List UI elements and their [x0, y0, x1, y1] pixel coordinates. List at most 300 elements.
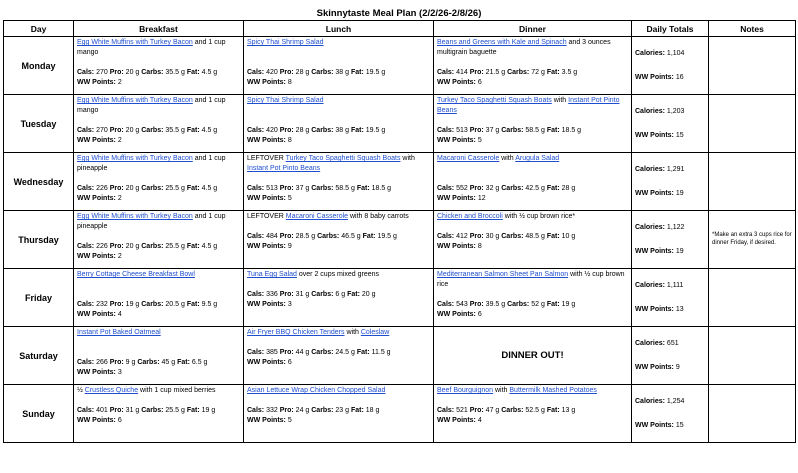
lunch-ww-points: [247, 78, 430, 88]
nutrition-value-pro: 39.5 g: [485, 301, 506, 308]
breakfast-cell: [74, 37, 244, 95]
nutrition-label-pro: Pro:: [279, 127, 294, 134]
nutrition-label-fat: Fat:: [356, 349, 370, 356]
calories-value: 1,291: [666, 165, 685, 173]
nutrition-value-cals: 385: [266, 349, 278, 356]
nutrition-value-pro: 37 g: [295, 185, 310, 192]
nutrition-value-fat: 4.5 g: [201, 127, 218, 134]
dinner-recipe-link[interactable]: Turkey Taco Spaghetti Squash Boats: [437, 97, 552, 104]
nutrition-value-carbs: 20.5 g: [165, 301, 185, 308]
spacer: [437, 222, 628, 232]
breakfast-ww-points: [77, 194, 240, 204]
lunch-cell: [244, 153, 434, 211]
nutrition-label-carbs: Carbs:: [311, 407, 334, 414]
nutrition-label-cals: Cals:: [437, 185, 455, 192]
notes-cell: [709, 385, 796, 443]
lunch-ww-points: [247, 416, 430, 426]
nutrition-label-fat: Fat:: [546, 301, 560, 308]
ww-points-label: WW Points:: [635, 131, 674, 139]
day-label: Friday: [4, 269, 74, 327]
ww-points-label: WW Points:: [437, 311, 476, 318]
dinner-ww-points: [437, 78, 628, 88]
daily-ww-points: [635, 189, 705, 199]
nutrition-value-pro: 20 g: [125, 243, 140, 250]
spacer: [77, 58, 240, 68]
nutrition-value-carbs: 72 g: [531, 69, 545, 76]
nutrition-label-carbs: Carbs:: [311, 349, 334, 356]
spacer: [635, 349, 705, 363]
lunch-side-recipe-link[interactable]: Coleslaw: [360, 329, 390, 336]
dinner-out-label: DINNER OUT!: [434, 327, 632, 385]
nutrition-label-pro: Pro:: [109, 69, 124, 76]
nutrition-value-fat: 4.5 g: [201, 185, 218, 192]
header-day: Day: [4, 21, 74, 37]
nutrition-value-carbs: 52 g: [531, 301, 545, 308]
nutrition-label-pro: Pro:: [279, 291, 294, 298]
dinner-description: [437, 270, 628, 290]
nutrition-label-fat: Fat:: [350, 127, 364, 134]
dinner-cell: [434, 269, 632, 327]
day-label: Tuesday: [4, 95, 74, 153]
spacer: [635, 407, 705, 421]
nutrition-label-cals: Cals:: [247, 127, 265, 134]
breakfast-nutrition: [77, 406, 240, 416]
daily-calories: [635, 223, 705, 233]
nutrition-label-pro: Pro:: [279, 185, 294, 192]
dinner-nutrition: [437, 232, 628, 242]
spacer: [247, 338, 430, 348]
nutrition-value-cals: 414: [456, 69, 468, 76]
table-row: [4, 327, 796, 385]
nutrition-label-fat: Fat:: [350, 407, 364, 414]
ww-points-value: 6: [117, 417, 122, 424]
nutrition-value-carbs: 46.5 g: [341, 233, 361, 240]
lunch-extra: with: [400, 155, 415, 162]
table-row: [4, 211, 796, 269]
ww-points-label: WW Points:: [437, 243, 476, 250]
nutrition-value-pro: 30 g: [485, 233, 500, 240]
breakfast-ww-points: [77, 368, 240, 378]
lunch-recipe-link[interactable]: Air Fryer BBQ Chicken Tenders: [247, 329, 345, 336]
nutrition-label-pro: Pro:: [469, 185, 484, 192]
ww-points-label: WW Points:: [247, 137, 286, 144]
breakfast-description: [77, 328, 240, 338]
nutrition-value-carbs: 24.5 g: [335, 349, 355, 356]
nutrition-label-fat: Fat:: [186, 127, 200, 134]
nutrition-label-pro: Pro:: [109, 127, 124, 134]
nutrition-value-carbs: 25.5 g: [165, 407, 185, 414]
daily-calories: [635, 281, 705, 291]
dinner-nutrition: [437, 184, 628, 194]
breakfast-extra: and 1 cup mango: [77, 97, 226, 114]
nutrition-value-cals: 484: [266, 233, 278, 240]
ww-points-label: WW Points:: [77, 195, 116, 202]
notes-cell: [709, 153, 796, 211]
breakfast-recipe-link[interactable]: Berry Cottage Cheese Breakfast Bowl: [77, 271, 195, 278]
calories-label: Calories:: [635, 339, 665, 347]
ww-points-value: 4: [477, 417, 482, 424]
nutrition-label-pro: Pro:: [469, 301, 484, 308]
lunch-ww-points: [247, 194, 430, 204]
dinner-extra: and 3 ounces multigrain baguette: [437, 39, 611, 56]
nutrition-label-fat: Fat:: [546, 69, 560, 76]
calories-value: 1,203: [666, 107, 685, 115]
nutrition-value-fat: 19 g: [561, 301, 576, 308]
breakfast-description: [77, 386, 240, 396]
daily-ww-points: [635, 305, 705, 315]
nutrition-label-cals: Cals:: [77, 185, 95, 192]
nutrition-label-pro: Pro:: [279, 233, 294, 240]
ww-points-value: 9: [675, 363, 680, 371]
dinner-recipe-link[interactable]: Beans and Greens with Kale and Spinach: [437, 39, 567, 46]
header-daily-totals: Daily Totals: [632, 21, 709, 37]
table-row: [4, 37, 796, 95]
nutrition-label-fat: Fat:: [186, 243, 200, 250]
lunch-description: [247, 328, 430, 338]
lunch-recipe-link[interactable]: Spicy Thai Shrimp Salad: [247, 97, 324, 104]
dinner-side-recipe-link[interactable]: Instant Pot Pinto Beans: [437, 97, 620, 114]
lunch-prefix: LEFTOVER: [247, 155, 286, 162]
calories-label: Calories:: [635, 165, 665, 173]
ww-points-value: 13: [675, 305, 684, 313]
breakfast-recipe-link[interactable]: Egg White Muffins with Turkey Bacon: [77, 213, 193, 220]
spacer: [247, 396, 430, 406]
nutrition-value-fat: 11.5 g: [371, 349, 391, 356]
lunch-nutrition: [247, 232, 430, 242]
nutrition-value-cals: 266: [96, 359, 108, 366]
spacer: [247, 174, 430, 184]
ww-points-label: WW Points:: [635, 421, 674, 429]
dinner-ww-points: [437, 194, 628, 204]
nutrition-label-pro: Pro:: [469, 69, 484, 76]
daily-calories: [635, 107, 705, 117]
ww-points-label: WW Points:: [247, 195, 286, 202]
notes-cell: [709, 37, 796, 95]
nutrition-label-cals: Cals:: [247, 185, 265, 192]
lunch-recipe-link[interactable]: Turkey Taco Spaghetti Squash Boats: [285, 155, 401, 162]
nutrition-value-carbs: 35.5 g: [165, 127, 185, 134]
nutrition-label-carbs: Carbs:: [507, 301, 530, 308]
spacer: [437, 164, 628, 174]
nutrition-value-fat: 9.5 g: [201, 301, 218, 308]
lunch-extra: over 2 cups mixed greens: [296, 271, 380, 278]
ww-points-value: 5: [477, 137, 482, 144]
nutrition-value-cals: 226: [96, 243, 108, 250]
nutrition-value-cals: 270: [96, 69, 108, 76]
breakfast-extra: and 1 cup mango: [77, 39, 226, 56]
ww-points-value: 8: [477, 243, 482, 250]
nutrition-label-carbs: Carbs:: [311, 291, 334, 298]
nutrition-value-pro: 21.5 g: [485, 69, 506, 76]
header-lunch: Lunch: [244, 21, 434, 37]
ww-points-label: WW Points:: [77, 253, 116, 260]
spacer: [437, 174, 628, 184]
ww-points-label: WW Points:: [635, 73, 674, 81]
lunch-recipe-link[interactable]: Spicy Thai Shrimp Salad: [247, 39, 324, 46]
ww-points-label: WW Points:: [77, 311, 116, 318]
day-label: Thursday: [4, 211, 74, 269]
nutrition-label-carbs: Carbs:: [501, 185, 524, 192]
nutrition-value-cals: 401: [96, 407, 108, 414]
lunch-description: [247, 386, 430, 396]
nutrition-value-pro: 24 g: [295, 407, 310, 414]
nutrition-label-carbs: Carbs:: [501, 127, 524, 134]
nutrition-label-cals: Cals:: [437, 69, 455, 76]
nutrition-label-pro: Pro:: [109, 301, 124, 308]
spacer: [635, 233, 705, 247]
nutrition-value-pro: 32 g: [485, 185, 500, 192]
table-row: [4, 385, 796, 443]
nutrition-value-cals: 420: [266, 69, 278, 76]
nutrition-value-pro: 20 g: [125, 127, 140, 134]
ww-points-label: WW Points:: [635, 305, 674, 313]
ww-points-label: WW Points:: [635, 247, 674, 255]
nutrition-label-cals: Cals:: [247, 349, 265, 356]
ww-points-value: 2: [117, 195, 122, 202]
spacer: [247, 280, 430, 290]
daily-ww-points: [635, 131, 705, 141]
ww-points-label: WW Points:: [77, 79, 116, 86]
breakfast-cell: [74, 211, 244, 269]
nutrition-value-fat: 19.5 g: [377, 233, 397, 240]
nutrition-label-fat: Fat:: [350, 69, 364, 76]
daily-totals-cell: [632, 37, 709, 95]
nutrition-value-carbs: 58.5 g: [335, 185, 355, 192]
nutrition-value-carbs: 58.5 g: [525, 127, 545, 134]
nutrition-value-carbs: 38 g: [335, 127, 350, 134]
nutrition-value-carbs: 35.5 g: [165, 69, 185, 76]
dinner-nutrition: [437, 406, 628, 416]
lunch-nutrition: [247, 68, 430, 78]
daily-totals-cell: [632, 153, 709, 211]
nutrition-value-fat: 18.5 g: [561, 127, 582, 134]
ww-points-label: WW Points:: [635, 363, 674, 371]
dinner-recipe-link[interactable]: Beef Bourguignon: [437, 387, 494, 394]
dinner-recipe-link[interactable]: Chicken and Broccoli: [437, 213, 503, 220]
nutrition-value-fat: 10 g: [561, 233, 576, 240]
spacer: [247, 58, 430, 68]
nutrition-value-cals: 332: [266, 407, 278, 414]
nutrition-value-pro: 31 g: [125, 407, 140, 414]
spacer: [77, 116, 240, 126]
lunch-recipe-link[interactable]: Macaroni Casserole: [285, 213, 349, 220]
nutrition-label-cals: Cals:: [77, 243, 95, 250]
lunch-ww-points: [247, 358, 430, 368]
notes-cell: [709, 269, 796, 327]
nutrition-label-cals: Cals:: [247, 233, 265, 240]
spacer: [77, 396, 240, 406]
breakfast-recipe-link[interactable]: Egg White Muffins with Turkey Bacon: [77, 155, 193, 162]
lunch-description: [247, 270, 430, 280]
nutrition-label-fat: Fat:: [546, 127, 560, 134]
nutrition-label-pro: Pro:: [109, 243, 124, 250]
breakfast-nutrition: [77, 184, 240, 194]
nutrition-label-carbs: Carbs:: [141, 301, 164, 308]
lunch-description: [247, 154, 430, 174]
day-label: Wednesday: [4, 153, 74, 211]
nutrition-label-fat: Fat:: [546, 233, 560, 240]
calories-value: 1,104: [666, 49, 685, 57]
nutrition-label-carbs: Carbs:: [141, 185, 164, 192]
daily-calories: [635, 49, 705, 59]
day-label: Saturday: [4, 327, 74, 385]
breakfast-nutrition: [77, 300, 240, 310]
nutrition-value-fat: 28 g: [561, 185, 576, 192]
ww-points-value: 5: [287, 195, 292, 202]
nutrition-label-cals: Cals:: [437, 233, 455, 240]
nutrition-value-pro: 28 g: [295, 69, 310, 76]
ww-points-value: 19: [675, 247, 684, 255]
ww-points-value: 8: [287, 137, 292, 144]
nutrition-label-cals: Cals:: [247, 69, 265, 76]
spacer: [635, 291, 705, 305]
nutrition-value-carbs: 42.5 g: [525, 185, 545, 192]
breakfast-description: [77, 212, 240, 232]
nutrition-label-pro: Pro:: [469, 233, 484, 240]
table-row: [4, 269, 796, 327]
nutrition-value-fat: 3.5 g: [561, 69, 578, 76]
ww-points-label: WW Points:: [77, 137, 116, 144]
calories-label: Calories:: [635, 223, 665, 231]
breakfast-ww-points: [77, 78, 240, 88]
lunch-recipe-link[interactable]: Asian Lettuce Wrap Chicken Chopped Salad: [247, 387, 386, 394]
dinner-cell: [434, 385, 632, 443]
lunch-recipe-link[interactable]: Tuna Egg Salad: [247, 271, 297, 278]
nutrition-value-fat: 19.5 g: [365, 69, 386, 76]
ww-points-value: 2: [117, 79, 122, 86]
table-row: [4, 95, 796, 153]
header-notes: Notes: [709, 21, 796, 37]
ww-points-label: WW Points:: [437, 79, 476, 86]
calories-label: Calories:: [635, 107, 665, 115]
breakfast-cell: [74, 269, 244, 327]
breakfast-cell: [74, 95, 244, 153]
breakfast-recipe-link[interactable]: Instant Pot Baked Oatmeal: [77, 329, 161, 336]
breakfast-extra: with 1 cup mixed berries: [138, 387, 216, 394]
daily-ww-points: [635, 421, 705, 431]
ww-points-value: 3: [287, 301, 292, 308]
spacer: [635, 117, 705, 131]
breakfast-recipe-link[interactable]: Egg White Muffins with Turkey Bacon: [77, 97, 193, 104]
nutrition-value-carbs: 52.5 g: [525, 407, 545, 414]
lunch-cell: [244, 95, 434, 153]
notes-cell: *Make an extra 3 cups rice for dinner Friday, if desired.: [709, 211, 796, 269]
calories-value: 1,111: [666, 281, 684, 289]
ww-points-label: WW Points:: [247, 417, 286, 424]
breakfast-recipe-link[interactable]: Egg White Muffins with Turkey Bacon: [77, 39, 193, 46]
spacer: [437, 396, 628, 406]
nutrition-value-fat: 4.5 g: [201, 243, 218, 250]
calories-value: 1,122: [666, 223, 685, 231]
nutrition-label-cals: Cals:: [247, 291, 265, 298]
nutrition-label-fat: Fat:: [186, 185, 200, 192]
dinner-side-recipe-link[interactable]: Arugula Salad: [515, 155, 560, 162]
dinner-nutrition: [437, 300, 628, 310]
nutrition-value-pro: 19 g: [125, 301, 140, 308]
dinner-cell: [434, 95, 632, 153]
breakfast-description: [77, 96, 240, 116]
spacer: [77, 232, 240, 242]
nutrition-value-cals: 543: [456, 301, 468, 308]
spacer: [437, 58, 628, 68]
nutrition-label-cals: Cals:: [77, 301, 95, 308]
nutrition-label-fat: Fat:: [186, 301, 200, 308]
breakfast-ww-points: [77, 310, 240, 320]
ww-points-value: 9: [287, 243, 292, 250]
lunch-side-recipe-link[interactable]: Instant Pot Pinto Beans: [247, 165, 321, 172]
page-title: Skinnytaste Meal Plan (2/2/26-2/8/26): [316, 8, 482, 19]
nutrition-label-pro: Pro:: [109, 185, 124, 192]
nutrition-label-pro: Pro:: [469, 127, 484, 134]
breakfast-recipe-link[interactable]: Crustless Quiche: [84, 387, 139, 394]
lunch-ww-points: [247, 300, 430, 310]
nutrition-label-carbs: Carbs:: [501, 407, 524, 414]
nutrition-value-cals: 420: [266, 127, 278, 134]
breakfast-ww-points: [77, 416, 240, 426]
spacer: [247, 48, 430, 58]
calories-label: Calories:: [635, 397, 665, 405]
header-breakfast: Breakfast: [74, 21, 244, 37]
breakfast-extra: and 1 cup pineapple: [77, 213, 226, 230]
nutrition-label-carbs: Carbs:: [311, 127, 334, 134]
dinner-extra: with: [551, 97, 569, 104]
nutrition-label-fat: Fat:: [347, 291, 360, 298]
spacer: [77, 290, 240, 300]
spacer: [437, 116, 628, 126]
ww-points-value: 15: [675, 131, 684, 139]
nutrition-value-carbs: 25.5 g: [165, 243, 185, 250]
nutrition-value-fat: 18.5 g: [371, 185, 392, 192]
table-row: [4, 153, 796, 211]
nutrition-label-cals: Cals:: [77, 407, 95, 414]
daily-ww-points: [635, 363, 705, 373]
breakfast-description: [77, 154, 240, 174]
nutrition-label-cals: Cals:: [437, 127, 455, 134]
dinner-cell: [434, 37, 632, 95]
lunch-nutrition: [247, 184, 430, 194]
nutrition-label-cals: Cals:: [437, 407, 455, 414]
notes-cell: [709, 327, 796, 385]
nutrition-value-cals: 412: [456, 233, 468, 240]
nutrition-value-cals: 552: [456, 185, 468, 192]
nutrition-label-carbs: Carbs:: [501, 233, 524, 240]
ww-points-value: 6: [477, 311, 482, 318]
spacer: [635, 175, 705, 189]
dinner-cell: [434, 153, 632, 211]
dinner-nutrition: [437, 68, 628, 78]
daily-ww-points: [635, 247, 705, 257]
dinner-side-recipe-link[interactable]: Buttermilk Mashed Potatoes: [509, 387, 597, 394]
breakfast-nutrition: [77, 68, 240, 78]
nutrition-value-pro: 28 g: [295, 127, 310, 134]
spacer: [437, 290, 628, 300]
dinner-recipe-link[interactable]: Mediterranean Salmon Sheet Pan Salmon: [437, 271, 569, 278]
breakfast-description: [77, 38, 240, 58]
notes-cell: [709, 95, 796, 153]
daily-totals-cell: [632, 211, 709, 269]
dinner-recipe-link[interactable]: Macaroni Casserole: [437, 155, 500, 162]
nutrition-label-cals: Cals:: [77, 359, 95, 366]
dinner-extra: with: [493, 387, 510, 394]
ww-points-label: WW Points:: [247, 79, 286, 86]
ww-points-value: 16: [675, 73, 684, 81]
daily-ww-points: [635, 73, 705, 83]
ww-points-label: WW Points:: [77, 369, 116, 376]
ww-points-value: 15: [675, 421, 684, 429]
nutrition-value-pro: 20 g: [125, 69, 140, 76]
nutrition-label-fat: Fat:: [546, 185, 560, 192]
nutrition-label-pro: Pro:: [469, 407, 484, 414]
